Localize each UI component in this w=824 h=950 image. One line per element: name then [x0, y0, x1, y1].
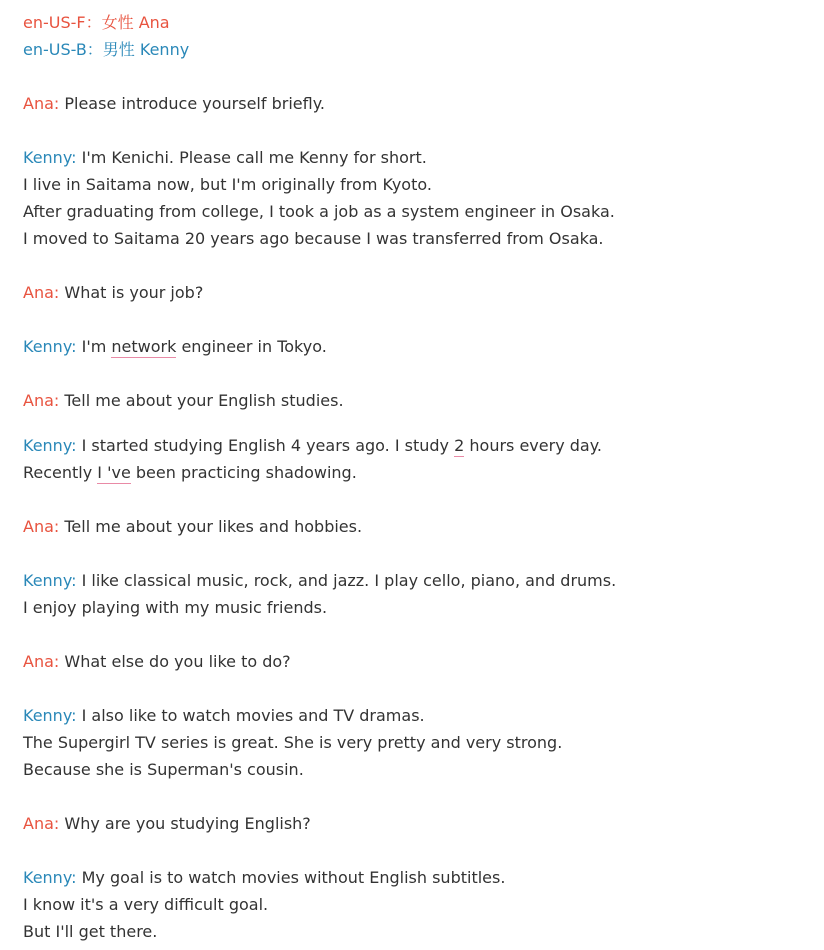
- underlined-word: network: [111, 337, 177, 356]
- dialogue-line-ana: [23, 279, 824, 306]
- dialogue-line-kenny: [23, 144, 824, 171]
- underlined-word: I 've: [97, 463, 131, 482]
- speaker-kenny: Kenny:: [23, 436, 77, 455]
- utterance-continued: After graduating from college, I took a job as a system engineer in Osaka.: [23, 202, 615, 221]
- spacer: [23, 675, 824, 702]
- utterance-continued: I moved to Saitama 20 years ago because I was transferred from Osaka.: [23, 229, 604, 248]
- utterance: I like classical music, rock, and jazz. I play cello, piano, and drums.: [76, 571, 617, 590]
- dialogue-line-ana: [23, 90, 824, 117]
- utterance: I also like to watch movies and TV dramas.: [76, 706, 425, 725]
- spacer: [23, 306, 824, 333]
- spacer: [23, 621, 824, 648]
- spacer: [23, 117, 824, 144]
- speaker-kenny: Kenny:: [23, 337, 77, 356]
- speaker-ana: Ana:: [23, 517, 60, 536]
- spacer: [23, 63, 824, 90]
- utterance-continued: The Supergirl TV series is great. She is very pretty and very strong.: [23, 733, 563, 752]
- dialogue-line-ana: [23, 648, 824, 675]
- dialogue-line-kenny: [23, 864, 824, 891]
- spacer: [23, 486, 824, 513]
- utterance-continued: But I'll get there.: [23, 922, 158, 941]
- speaker-ana: Ana:: [23, 391, 60, 410]
- utterance-continued: Because she is Superman's cousin.: [23, 760, 304, 779]
- legend-female: en-US-F：女性 Ana: [23, 13, 170, 32]
- utterance-continued: [23, 459, 824, 486]
- utterance: Tell me about your English studies.: [59, 391, 344, 410]
- dialogue-line-kenny: [23, 567, 824, 594]
- utterance-part: engineer in Tokyo.: [176, 337, 327, 356]
- utterance: What is your job?: [59, 283, 204, 302]
- utterance-part: been practicing shadowing.: [130, 463, 357, 482]
- utterance-part: hours every day.: [464, 436, 602, 455]
- dialogue-line-ana: [23, 387, 824, 414]
- utterance-part: I'm: [76, 337, 112, 356]
- dialogue-line-ana: [23, 513, 824, 540]
- speaker-kenny: Kenny:: [23, 868, 77, 887]
- spacer: [23, 414, 824, 432]
- spacer: [23, 540, 824, 567]
- utterance-continued: I live in Saitama now, but I'm originally from Kyoto.: [23, 175, 432, 194]
- speaker-ana: Ana:: [23, 652, 60, 671]
- dialogue-line-ana: [23, 810, 824, 837]
- utterance-part: Recently: [23, 463, 98, 482]
- utterance: Why are you studying English?: [59, 814, 311, 833]
- utterance: I'm Kenichi. Please call me Kenny for short.: [76, 148, 427, 167]
- speaker-ana: Ana:: [23, 814, 60, 833]
- speaker-kenny: Kenny:: [23, 706, 77, 725]
- dialogue-line-kenny: [23, 333, 824, 360]
- speaker-kenny: Kenny:: [23, 148, 77, 167]
- utterance: What else do you like to do?: [59, 652, 291, 671]
- legend-male: en-US-B：男性 Kenny: [23, 40, 190, 59]
- spacer: [23, 783, 824, 810]
- spacer: [23, 837, 824, 864]
- utterance: Tell me about your likes and hobbies.: [59, 517, 363, 536]
- utterance: My goal is to watch movies without English subtitles.: [76, 868, 506, 887]
- utterance-part: I started studying English 4 years ago. I study: [76, 436, 455, 455]
- spacer: [23, 252, 824, 279]
- dialogue-line-kenny: [23, 702, 824, 729]
- utterance-continued: I enjoy playing with my music friends.: [23, 598, 328, 617]
- underlined-word: 2: [454, 436, 465, 455]
- dialogue-line-kenny: [23, 432, 824, 459]
- utterance-continued: I know it's a very difficult goal.: [23, 895, 269, 914]
- speaker-ana: Ana:: [23, 283, 60, 302]
- speaker-kenny: Kenny:: [23, 571, 77, 590]
- spacer: [23, 360, 824, 387]
- speaker-ana: Ana:: [23, 94, 60, 113]
- utterance: Please introduce yourself briefly.: [59, 94, 325, 113]
